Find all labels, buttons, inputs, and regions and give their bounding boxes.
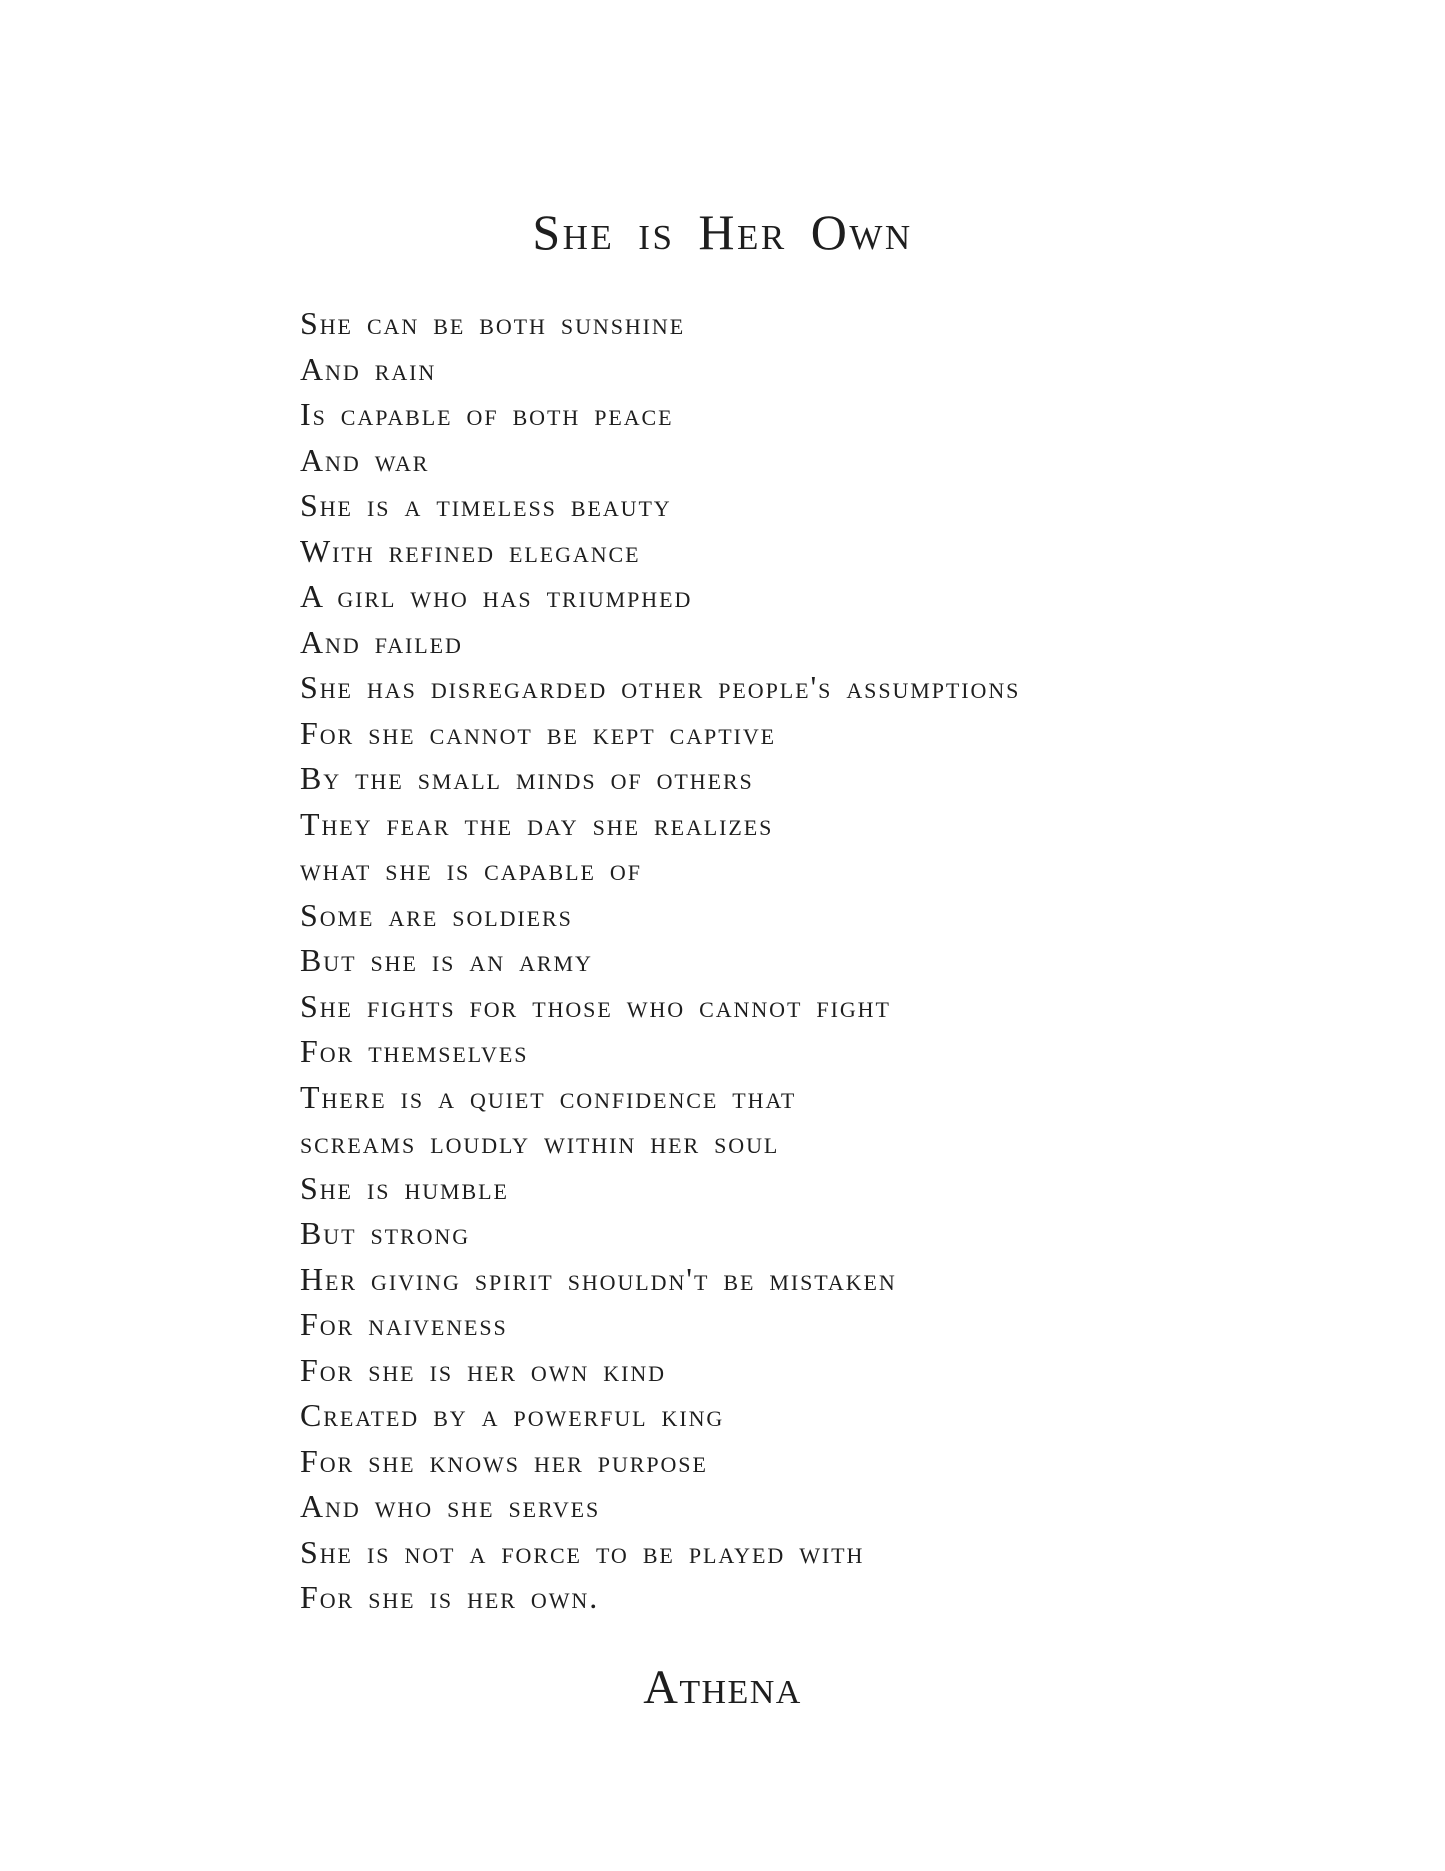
- poem-line: what she is capable of: [300, 851, 642, 887]
- poem-line: And rain: [300, 350, 437, 387]
- poem-line: They fear the day she realizes: [300, 805, 774, 842]
- poem-line: screams loudly within her soul: [300, 1124, 780, 1160]
- poem-line: And who she serves: [300, 1488, 601, 1524]
- poem-line: Created by a powerful king: [300, 1397, 725, 1433]
- poem-line: And failed: [300, 623, 463, 660]
- poem-line: For she cannot be kept captive: [300, 714, 776, 751]
- poem-line: Some are soldiers: [300, 896, 573, 933]
- poem-line: She can be both sunshine: [300, 305, 686, 341]
- poem-line: There is a quiet confidence that: [300, 1078, 797, 1115]
- poem-line: But strong: [300, 1215, 471, 1251]
- poem-line: For she knows her purpose: [300, 1442, 708, 1479]
- poem-line: A girl who has triumphed: [300, 578, 693, 614]
- poem-line: Her giving spirit shouldn't be mistaken: [300, 1260, 897, 1297]
- poem-line: She has disregarded other people's assumptions: [300, 669, 1021, 705]
- poem-line: She is a timeless beauty: [300, 487, 672, 523]
- poem-line: And war: [300, 441, 430, 478]
- poem-line: By the small minds of others: [300, 760, 754, 796]
- poem-line: For themselves: [300, 1033, 529, 1069]
- poem-line: She is humble: [300, 1169, 509, 1206]
- poem-line: With refined elegance: [300, 532, 641, 569]
- poem-line: For she is her own.: [300, 1579, 600, 1615]
- poem-signature: Athena: [643, 1661, 802, 1714]
- poem-body: [300, 301, 1365, 1621]
- poem-title: She is Her Own: [532, 204, 913, 260]
- poem-line: She fights for those who cannot fight: [300, 987, 891, 1024]
- poem-line: Is capable of both peace: [300, 396, 674, 432]
- poem-line: For naiveness: [300, 1306, 508, 1342]
- poem-line: She is not a force to be played with: [300, 1533, 865, 1570]
- poem-line: For she is her own kind: [300, 1351, 666, 1388]
- poem-line: But she is an army: [300, 942, 593, 978]
